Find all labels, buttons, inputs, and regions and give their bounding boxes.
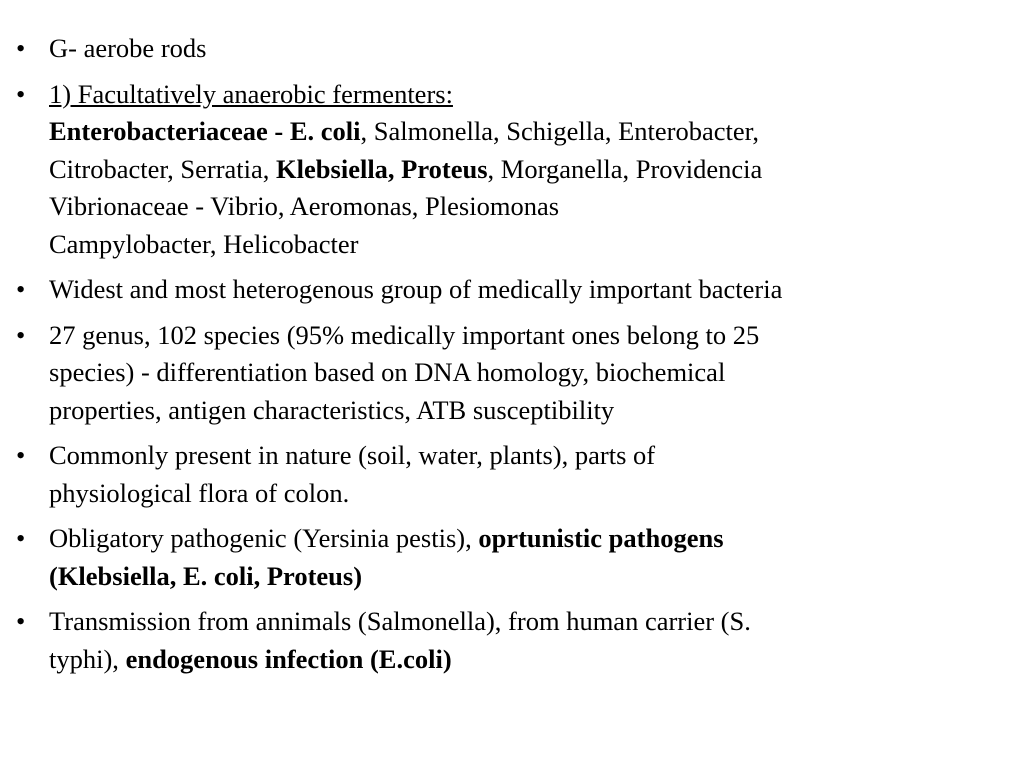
bold-text: endogenous infection (E.coli) [125, 643, 452, 674]
text-run: Vibrionaceae - Vibrio, Aeromonas, Plesiomonas [49, 191, 560, 221]
text-run: species) - differentiation based on DNA homology, biochemical [49, 357, 726, 387]
text-run: 27 genus, 102 species (95% medically important ones belong to 25 [49, 319, 760, 350]
bullet-item [16, 76, 1016, 264]
bullet-dot-icon: • [16, 440, 26, 470]
text-run: , Salmonella, Schigella, Enterobacter, [360, 116, 760, 146]
bullet-line [49, 354, 1016, 392]
text-run: Citrobacter, Serratia, [49, 153, 277, 184]
underlined-heading: 1) Facultatively anaerobic fermenters: [49, 78, 453, 109]
bold-text: Enterobacteriaceae - E. coli [49, 116, 361, 146]
bullet-line [49, 76, 1016, 114]
bullet-line [49, 520, 1016, 558]
text-run: , Morganella, Providencia [487, 153, 763, 184]
text-run: Commonly present in nature (soil, water, plants), parts of [49, 440, 656, 470]
bullet-line [49, 317, 1016, 355]
bullet-list [16, 30, 1016, 686]
bullet-dot-icon: • [16, 319, 26, 350]
bullet-line [49, 151, 1016, 189]
bullet-line [49, 603, 1016, 641]
bullet-dot-icon: • [16, 606, 26, 636]
bullet-line [49, 113, 1016, 151]
bold-text: Klebsiella, Proteus [276, 153, 488, 184]
bullet-line [49, 475, 1016, 513]
text-run: typhi), [49, 643, 126, 674]
text-run: Transmission from annimals (Salmonella), from human carrier (S. [49, 606, 751, 636]
text-run: Widest and most heterogenous group of medically important bacteria [49, 274, 783, 304]
bullet-line [49, 226, 1016, 264]
bullet-line [49, 437, 1016, 475]
bullet-item [16, 603, 1016, 678]
text-run: Obligatory pathogenic (Yersinia pestis), [49, 523, 479, 553]
bullet-line [49, 392, 1016, 430]
bullet-item [16, 317, 1016, 430]
bullet-line [49, 30, 1016, 68]
bullet-item [16, 437, 1016, 512]
bullet-line [49, 641, 1016, 679]
bullet-item [16, 520, 1016, 595]
text-run: physiological flora of colon. [49, 477, 350, 508]
bold-text: (Klebsiella, E. coli, Proteus) [49, 560, 363, 591]
bullet-line [49, 271, 1016, 309]
bullet-line [49, 558, 1016, 596]
bullet-dot-icon: • [16, 523, 26, 553]
bullet-line [49, 188, 1016, 226]
text-run: Campylobacter, Helicobacter [49, 228, 359, 259]
bullet-dot-icon: • [16, 274, 26, 304]
bold-text: oprtunistic pathogens [478, 523, 724, 553]
bullet-item [16, 30, 1016, 68]
bullet-dot-icon: • [16, 78, 26, 109]
bullet-dot-icon: • [16, 33, 26, 63]
bullet-item [16, 271, 1016, 309]
text-run: G- aerobe rods [49, 33, 207, 63]
text-run: properties, antigen characteristics, ATB susceptibility [49, 394, 615, 425]
